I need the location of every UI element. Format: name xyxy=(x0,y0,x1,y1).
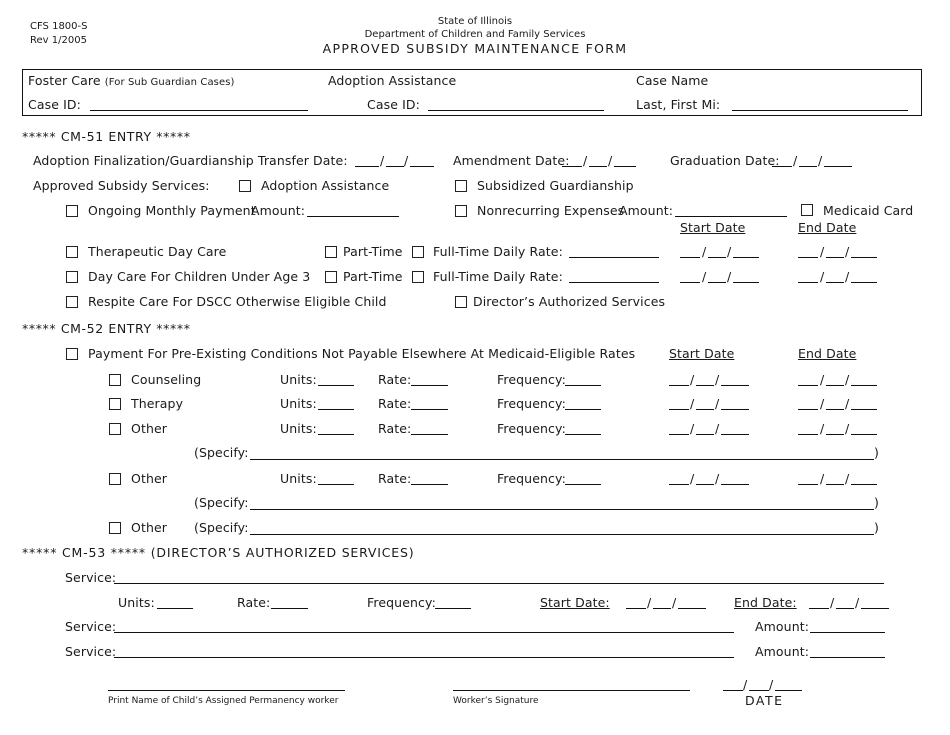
other2-frequency-label: Frequency: xyxy=(497,471,566,486)
other1-units-label: Units: xyxy=(280,421,317,436)
nonrecurring-amount-field[interactable] xyxy=(675,216,787,217)
medicaid-card-checkbox[interactable] xyxy=(801,204,813,216)
therapy-start-year[interactable] xyxy=(721,409,749,410)
revision: Rev 1/2005 xyxy=(30,35,87,46)
other1-start-day[interactable] xyxy=(696,434,714,435)
ongoing-monthly-label: Ongoing Monthly Payment xyxy=(88,203,256,218)
therapy-start-day[interactable] xyxy=(696,409,714,410)
cm53-amount2-label: Amount: xyxy=(755,619,810,634)
therapeutic-day-care-checkbox[interactable] xyxy=(66,246,78,258)
worker-signature-caption: Worker’s Signature xyxy=(453,696,539,706)
ongoing-monthly-checkbox[interactable] xyxy=(66,205,78,217)
case-id-label-2: Case ID: xyxy=(367,97,420,112)
other1-rate-label: Rate: xyxy=(378,421,412,436)
cm52-start-date-header: Start Date xyxy=(669,346,735,361)
cm53-frequency-field[interactable] xyxy=(435,608,471,609)
therapeutic-end-day[interactable] xyxy=(826,257,844,258)
subsidized-guardianship-checkbox[interactable] xyxy=(455,180,467,192)
cm53-start-day[interactable] xyxy=(653,608,671,609)
signature-day[interactable] xyxy=(749,690,769,691)
daycare-part-time-checkbox[interactable] xyxy=(325,271,337,283)
cm51-end-date-header: End Date xyxy=(798,220,857,235)
medicaid-card-label: Medicaid Card xyxy=(823,203,914,218)
preexisting-checkbox[interactable] xyxy=(66,348,78,360)
other1-start-month[interactable] xyxy=(669,434,689,435)
other2-rate-label: Rate: xyxy=(378,471,412,486)
cm53-end-year[interactable] xyxy=(861,608,889,609)
counseling-start-month[interactable] xyxy=(669,385,689,386)
other1-frequency-field[interactable] xyxy=(565,434,601,435)
other1-close-paren: ) xyxy=(874,445,879,460)
other3-close-paren: ) xyxy=(874,520,879,535)
daycare-start-month[interactable] xyxy=(680,282,700,283)
daycare-part-time-label: Part-Time xyxy=(343,269,403,284)
graduation-date-label: Graduation Date: xyxy=(670,153,780,168)
other3-checkbox[interactable] xyxy=(109,522,121,534)
counseling-checkbox[interactable] xyxy=(109,374,121,386)
cm53-amount3-field[interactable] xyxy=(810,657,885,658)
finalization-date-label: Adoption Finalization/Guardianship Transfer Date: xyxy=(33,153,348,168)
daycare-end-day[interactable] xyxy=(826,282,844,283)
other1-end-day[interactable] xyxy=(826,434,844,435)
daycare-end-year[interactable] xyxy=(851,282,877,283)
therapy-units-label: Units: xyxy=(280,396,317,411)
cm52-end-date-header: End Date xyxy=(798,346,857,361)
other2-specify-field[interactable] xyxy=(250,509,874,510)
therapeutic-part-time-label: Part-Time xyxy=(343,244,403,259)
other3-specify-label: (Specify: xyxy=(194,520,249,535)
therapeutic-rate-field[interactable] xyxy=(569,257,659,258)
cm53-service3-label: Service: xyxy=(65,644,117,659)
cm53-heading: ***** CM-53 ***** (DIRECTOR’S AUTHORIZED SERVICES) xyxy=(22,545,415,560)
cm53-rate-label: Rate: xyxy=(237,595,271,610)
daycare-end-month[interactable] xyxy=(798,282,818,283)
therapy-frequency-label: Frequency: xyxy=(497,396,566,411)
other2-start-year[interactable] xyxy=(721,484,749,485)
counseling-rate-label: Rate: xyxy=(378,372,412,387)
adoption-assistance-checkbox[interactable] xyxy=(239,180,251,192)
respite-care-checkbox[interactable] xyxy=(66,296,78,308)
cm53-frequency-label: Frequency: xyxy=(367,595,436,610)
daycare-full-time-checkbox[interactable] xyxy=(412,271,424,283)
graduation-month[interactable] xyxy=(772,166,792,167)
other2-checkbox[interactable] xyxy=(109,473,121,485)
counseling-frequency-field[interactable] xyxy=(565,385,601,386)
cm53-start-year[interactable] xyxy=(678,608,706,609)
signature-year[interactable] xyxy=(775,690,802,691)
finalization-month[interactable] xyxy=(355,166,379,167)
other1-label: Other xyxy=(131,421,167,436)
cm53-units-field[interactable] xyxy=(157,608,193,609)
form-title: APPROVED SUBSIDY MAINTENANCE FORM xyxy=(322,41,628,56)
cm52-heading: ***** CM-52 ENTRY ***** xyxy=(22,321,191,336)
cm53-amount2-field[interactable] xyxy=(810,632,885,633)
other2-frequency-field[interactable] xyxy=(565,484,601,485)
therapeutic-full-time-checkbox[interactable] xyxy=(412,246,424,258)
other2-start-day[interactable] xyxy=(696,484,714,485)
other1-end-month[interactable] xyxy=(798,434,818,435)
counseling-end-day[interactable] xyxy=(826,385,844,386)
adoption-assistance-label: Adoption Assistance xyxy=(328,73,457,88)
cm53-service2-label: Service: xyxy=(65,619,117,634)
other1-start-year[interactable] xyxy=(721,434,749,435)
counseling-end-year[interactable] xyxy=(851,385,877,386)
case-id-field-2[interactable] xyxy=(428,110,604,111)
therapeutic-part-time-checkbox[interactable] xyxy=(325,246,337,258)
signature-month[interactable] xyxy=(723,690,743,691)
cm53-start-date-label: Start Date: xyxy=(540,595,610,610)
cm53-rate-field[interactable] xyxy=(271,608,308,609)
daycare-start-day[interactable] xyxy=(708,282,726,283)
other1-specify-label: (Specify: xyxy=(194,445,249,460)
approved-services-label: Approved Subsidy Services: xyxy=(33,178,210,193)
daycare-rate-field[interactable] xyxy=(569,282,659,283)
nonrecurring-checkbox[interactable] xyxy=(455,205,467,217)
amendment-date-label: Amendment Date: xyxy=(453,153,570,168)
other2-start-month[interactable] xyxy=(669,484,689,485)
foster-care-note: (For Sub Guardian Cases) xyxy=(104,77,235,88)
counseling-units-field[interactable] xyxy=(318,385,354,386)
cm53-end-month[interactable] xyxy=(809,608,829,609)
last-first-mi-label: Last, First Mi: xyxy=(636,97,721,112)
other1-checkbox[interactable] xyxy=(109,423,121,435)
directors-services-checkbox[interactable] xyxy=(455,296,467,308)
cm53-service1-label: Service: xyxy=(65,570,117,585)
other2-label: Other xyxy=(131,471,167,486)
adoption-assistance-option: Adoption Assistance xyxy=(261,178,390,193)
other1-specify-field[interactable] xyxy=(250,459,874,460)
finalization-year[interactable] xyxy=(410,166,434,167)
foster-care-label: Foster Care (For Sub Guardian Cases) xyxy=(28,73,235,88)
state-name: State of Illinois xyxy=(437,16,513,27)
therapeutic-end-year[interactable] xyxy=(851,257,877,258)
cm53-service3-field[interactable] xyxy=(114,657,734,658)
therapeutic-rate-label: Full-Time Daily Rate: xyxy=(433,244,563,259)
therapy-start-month[interactable] xyxy=(669,409,689,410)
other2-end-month[interactable] xyxy=(798,484,818,485)
graduation-year[interactable] xyxy=(824,166,852,167)
therapeutic-day-care-label: Therapeutic Day Care xyxy=(88,244,227,259)
department-name: Department of Children and Family Services xyxy=(364,29,586,40)
date-caption: DATE xyxy=(745,693,784,708)
counseling-rate-field[interactable] xyxy=(411,385,448,386)
counseling-label: Counseling xyxy=(131,372,202,387)
cm53-start-month[interactable] xyxy=(626,608,646,609)
therapy-label: Therapy xyxy=(131,396,184,411)
cm51-start-date-header: Start Date xyxy=(680,220,746,235)
other3-specify-field[interactable] xyxy=(250,534,874,535)
day-care-under-3-label: Day Care For Children Under Age 3 xyxy=(88,269,311,284)
amendment-day[interactable] xyxy=(589,166,607,167)
other2-end-day[interactable] xyxy=(826,484,844,485)
cm53-end-day[interactable] xyxy=(836,608,854,609)
amendment-month[interactable] xyxy=(562,166,582,167)
other2-end-year[interactable] xyxy=(851,484,877,485)
therapeutic-end-month[interactable] xyxy=(798,257,818,258)
case-id-label-1: Case ID: xyxy=(28,97,81,112)
other1-units-field[interactable] xyxy=(318,434,354,435)
counseling-frequency-label: Frequency: xyxy=(497,372,566,387)
other1-rate-field[interactable] xyxy=(411,434,448,435)
counseling-end-month[interactable] xyxy=(798,385,818,386)
therapy-checkbox[interactable] xyxy=(109,398,121,410)
therapeutic-start-day[interactable] xyxy=(708,257,726,258)
cm51-heading: ***** CM-51 ENTRY ***** xyxy=(22,129,191,144)
graduation-day[interactable] xyxy=(799,166,817,167)
respite-care-label: Respite Care For DSCC Otherwise Eligible Child xyxy=(88,294,387,309)
daycare-rate-label: Full-Time Daily Rate: xyxy=(433,269,563,284)
nonrecurring-label: Nonrecurring Expenses xyxy=(477,203,625,218)
day-care-under-3-checkbox[interactable] xyxy=(66,271,78,283)
cm53-service1-field[interactable] xyxy=(114,583,884,584)
other1-frequency-label: Frequency: xyxy=(497,421,566,436)
therapeutic-start-year[interactable] xyxy=(733,257,759,258)
therapeutic-start-month[interactable] xyxy=(680,257,700,258)
case-id-field-1[interactable] xyxy=(90,110,308,111)
other2-rate-field[interactable] xyxy=(411,484,448,485)
therapy-rate-label: Rate: xyxy=(378,396,412,411)
amendment-year[interactable] xyxy=(614,166,636,167)
counseling-units-label: Units: xyxy=(280,372,317,387)
worker-signature-field[interactable] xyxy=(453,690,690,691)
last-first-mi-field[interactable] xyxy=(732,110,908,111)
counseling-start-year[interactable] xyxy=(721,385,749,386)
therapy-end-month[interactable] xyxy=(798,409,818,410)
finalization-day[interactable] xyxy=(386,166,404,167)
print-name-field[interactable] xyxy=(108,690,345,691)
ongoing-amount-field[interactable] xyxy=(307,216,399,217)
cm53-service2-field[interactable] xyxy=(114,632,734,633)
directors-services-label: Director’s Authorized Services xyxy=(473,294,666,309)
therapy-frequency-field[interactable] xyxy=(565,409,601,410)
therapy-end-day[interactable] xyxy=(826,409,844,410)
therapy-units-field[interactable] xyxy=(318,409,354,410)
therapy-rate-field[interactable] xyxy=(411,409,448,410)
other2-units-label: Units: xyxy=(280,471,317,486)
other3-label: Other xyxy=(131,520,167,535)
subsidized-guardianship-option: Subsidized Guardianship xyxy=(477,178,634,193)
other2-specify-label: (Specify: xyxy=(194,495,249,510)
case-name-label: Case Name xyxy=(636,73,709,88)
other2-units-field[interactable] xyxy=(318,484,354,485)
counseling-start-day[interactable] xyxy=(696,385,714,386)
preexisting-label: Payment For Pre-Existing Conditions Not Payable Elsewhere At Medicaid-Eligible Rates xyxy=(88,346,636,361)
form-number: CFS 1800-S xyxy=(30,21,88,32)
other1-end-year[interactable] xyxy=(851,434,877,435)
therapy-end-year[interactable] xyxy=(851,409,877,410)
cm53-units-label: Units: xyxy=(118,595,155,610)
nonrecurring-amount-label: Amount: xyxy=(619,203,674,218)
ongoing-amount-label: Amount: xyxy=(251,203,306,218)
cm53-end-date-label: End Date: xyxy=(734,595,797,610)
print-name-caption: Print Name of Child’s Assigned Permanency worker xyxy=(108,696,339,706)
cm53-amount3-label: Amount: xyxy=(755,644,810,659)
daycare-start-year[interactable] xyxy=(733,282,759,283)
other2-close-paren: ) xyxy=(874,495,879,510)
